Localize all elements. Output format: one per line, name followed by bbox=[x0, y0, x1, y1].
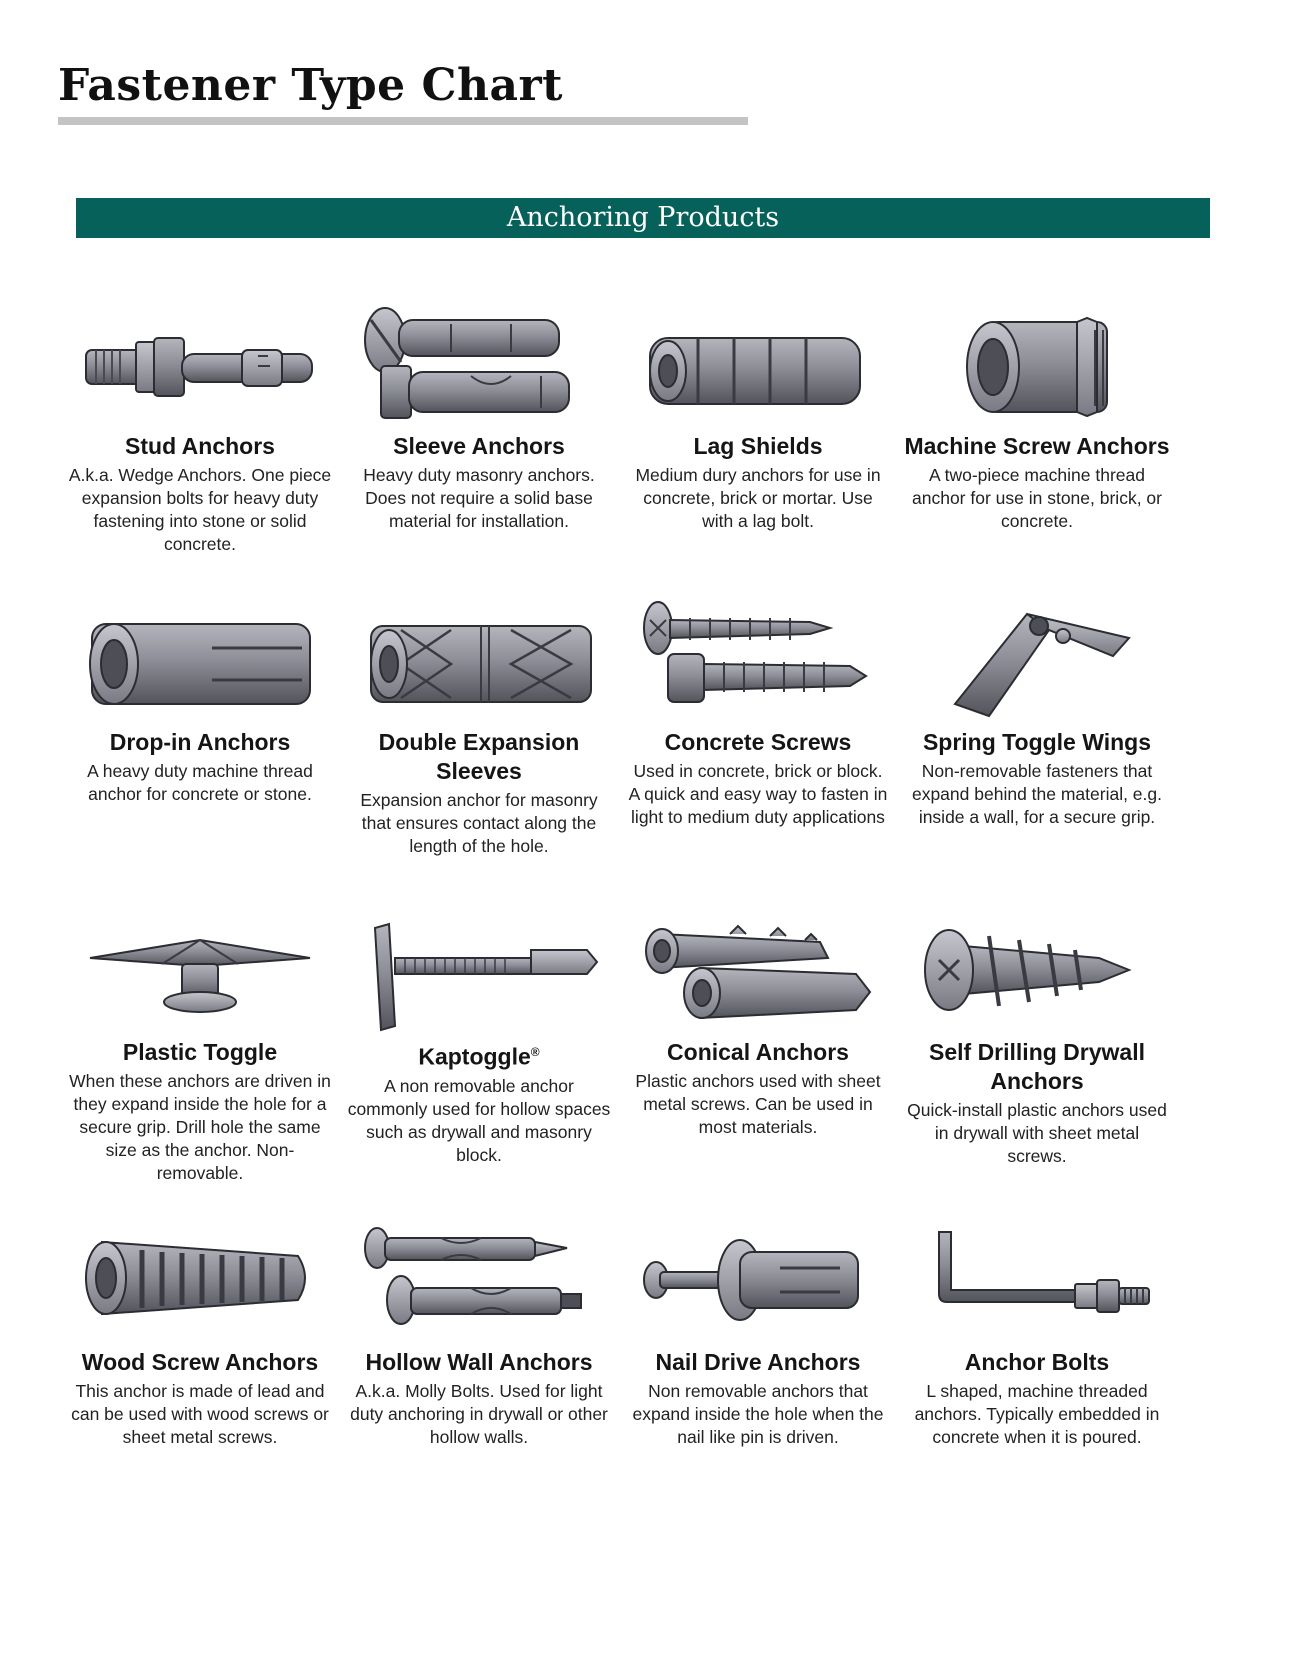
product-title: Plastic Toggle bbox=[122, 1039, 278, 1065]
product-title: Kaptoggle® bbox=[418, 1043, 540, 1070]
product-title: Self Drilling Drywall Anchors bbox=[929, 1039, 1145, 1094]
spring-toggle-wing-icon bbox=[899, 596, 1175, 726]
product-title: Drop-in Anchors bbox=[109, 729, 291, 755]
product-card-sleeve-anchors bbox=[341, 300, 617, 533]
product-description: Quick-install plastic anchors used in drywall with sheet metal screws. bbox=[907, 1100, 1167, 1166]
product-description: Non-removable fasteners that expand behind the material, e.g. inside a wall, for a secure grip. bbox=[911, 761, 1163, 827]
section-banner: Anchoring Products bbox=[76, 198, 1210, 238]
trademark-symbol: ® bbox=[530, 1045, 540, 1059]
double-expansion-sleeve-icon bbox=[341, 596, 617, 726]
product-card-nail-drive-anchors bbox=[620, 1216, 896, 1449]
wood-screw-anchor-icon bbox=[62, 1216, 338, 1346]
product-title: Wood Screw Anchors bbox=[81, 1349, 319, 1375]
hollow-wall-anchor-icon bbox=[341, 1216, 617, 1346]
product-title: Conical Anchors bbox=[667, 1039, 849, 1065]
product-description: Expansion anchor for masonry that ensures contact along the length of the hole. bbox=[360, 790, 598, 856]
product-title: Spring Toggle Wings bbox=[922, 729, 1152, 755]
product-description: Non removable anchors that expand inside the hole when the nail like pin is driven. bbox=[632, 1381, 884, 1447]
product-title: Hollow Wall Anchors bbox=[365, 1349, 593, 1375]
product-card-hollow-wall-anchors bbox=[341, 1216, 617, 1449]
product-title: Lag Shields bbox=[693, 433, 823, 459]
product-card-conical-anchors bbox=[620, 906, 896, 1139]
product-title: Nail Drive Anchors bbox=[655, 1349, 861, 1375]
product-title: Anchor Bolts bbox=[964, 1349, 1110, 1375]
machine-screw-anchor-icon bbox=[899, 300, 1175, 430]
product-card-stud-anchors bbox=[62, 300, 338, 556]
product-card-concrete-screws bbox=[620, 596, 896, 829]
product-card-plastic-toggle bbox=[62, 906, 338, 1185]
product-description: Medium dury anchors for use in concrete, brick or mortar. Use with a lag bolt. bbox=[635, 465, 881, 531]
conical-anchor-icon bbox=[620, 906, 896, 1036]
lag-shield-icon bbox=[620, 300, 896, 430]
product-description: A heavy duty machine thread anchor for concrete or stone. bbox=[87, 761, 313, 804]
page-title: Fastener Type Chart bbox=[58, 60, 563, 111]
product-card-kaptoggle bbox=[341, 906, 617, 1167]
drop-in-anchor-icon bbox=[62, 596, 338, 726]
anchor-bolt-icon bbox=[899, 1216, 1175, 1346]
sleeve-anchor-icon bbox=[341, 300, 617, 430]
product-card-lag-shields bbox=[620, 300, 896, 533]
product-title: Sleeve Anchors bbox=[393, 433, 565, 459]
product-description: Heavy duty masonry anchors. Does not require a solid base material for installation. bbox=[363, 465, 595, 531]
nail-drive-anchor-icon bbox=[620, 1216, 896, 1346]
product-description: Plastic anchors used with sheet metal screws. Can be used in most materials. bbox=[635, 1071, 881, 1137]
product-card-anchor-bolts bbox=[899, 1216, 1175, 1449]
product-description: Used in concrete, brick or block. A quick and easy way to fasten in light to medium duty applications bbox=[628, 761, 888, 827]
product-title: Machine Screw Anchors bbox=[904, 433, 1170, 459]
plastic-toggle-icon bbox=[62, 906, 338, 1036]
kaptoggle-icon bbox=[341, 906, 617, 1036]
title-rule bbox=[58, 117, 748, 125]
product-description: L shaped, machine threaded anchors. Typically embedded in concrete when it is poured. bbox=[914, 1381, 1160, 1447]
product-description: A non removable anchor commonly used for hollow spaces such as drywall and masonry block. bbox=[347, 1075, 611, 1165]
stud-anchor-icon bbox=[62, 300, 338, 430]
product-card-double-expansion-sleeves bbox=[341, 596, 617, 858]
product-description: This anchor is made of lead and can be used with wood screws or sheet metal screws. bbox=[71, 1381, 329, 1447]
product-card-wood-screw-anchors bbox=[62, 1216, 338, 1449]
product-description: When these anchors are driven in they expand inside the hole for a secure grip. Drill hole the same size as the anchor. Non-removable. bbox=[69, 1071, 331, 1183]
product-card-spring-toggle-wings bbox=[899, 596, 1175, 829]
self-drilling-drywall-anchor-icon bbox=[899, 906, 1175, 1036]
product-title: Double Expansion Sleeves bbox=[378, 729, 580, 784]
product-title: Stud Anchors bbox=[125, 433, 275, 459]
product-description: A.k.a. Molly Bolts. Used for light duty anchoring in drywall or other hollow walls. bbox=[350, 1381, 608, 1447]
product-description: A.k.a. Wedge Anchors. One piece expansion bolts for heavy duty fastening into stone or solid concrete. bbox=[68, 465, 332, 554]
product-title: Concrete Screws bbox=[664, 729, 852, 755]
product-description: A two-piece machine thread anchor for use in stone, brick, or concrete. bbox=[912, 465, 1162, 531]
product-card-drop-in-anchors bbox=[62, 596, 338, 806]
concrete-screw-icon bbox=[620, 596, 896, 726]
product-card-self-drilling-drywall-anchors bbox=[899, 906, 1175, 1168]
product-card-machine-screw-anchors bbox=[899, 300, 1175, 533]
